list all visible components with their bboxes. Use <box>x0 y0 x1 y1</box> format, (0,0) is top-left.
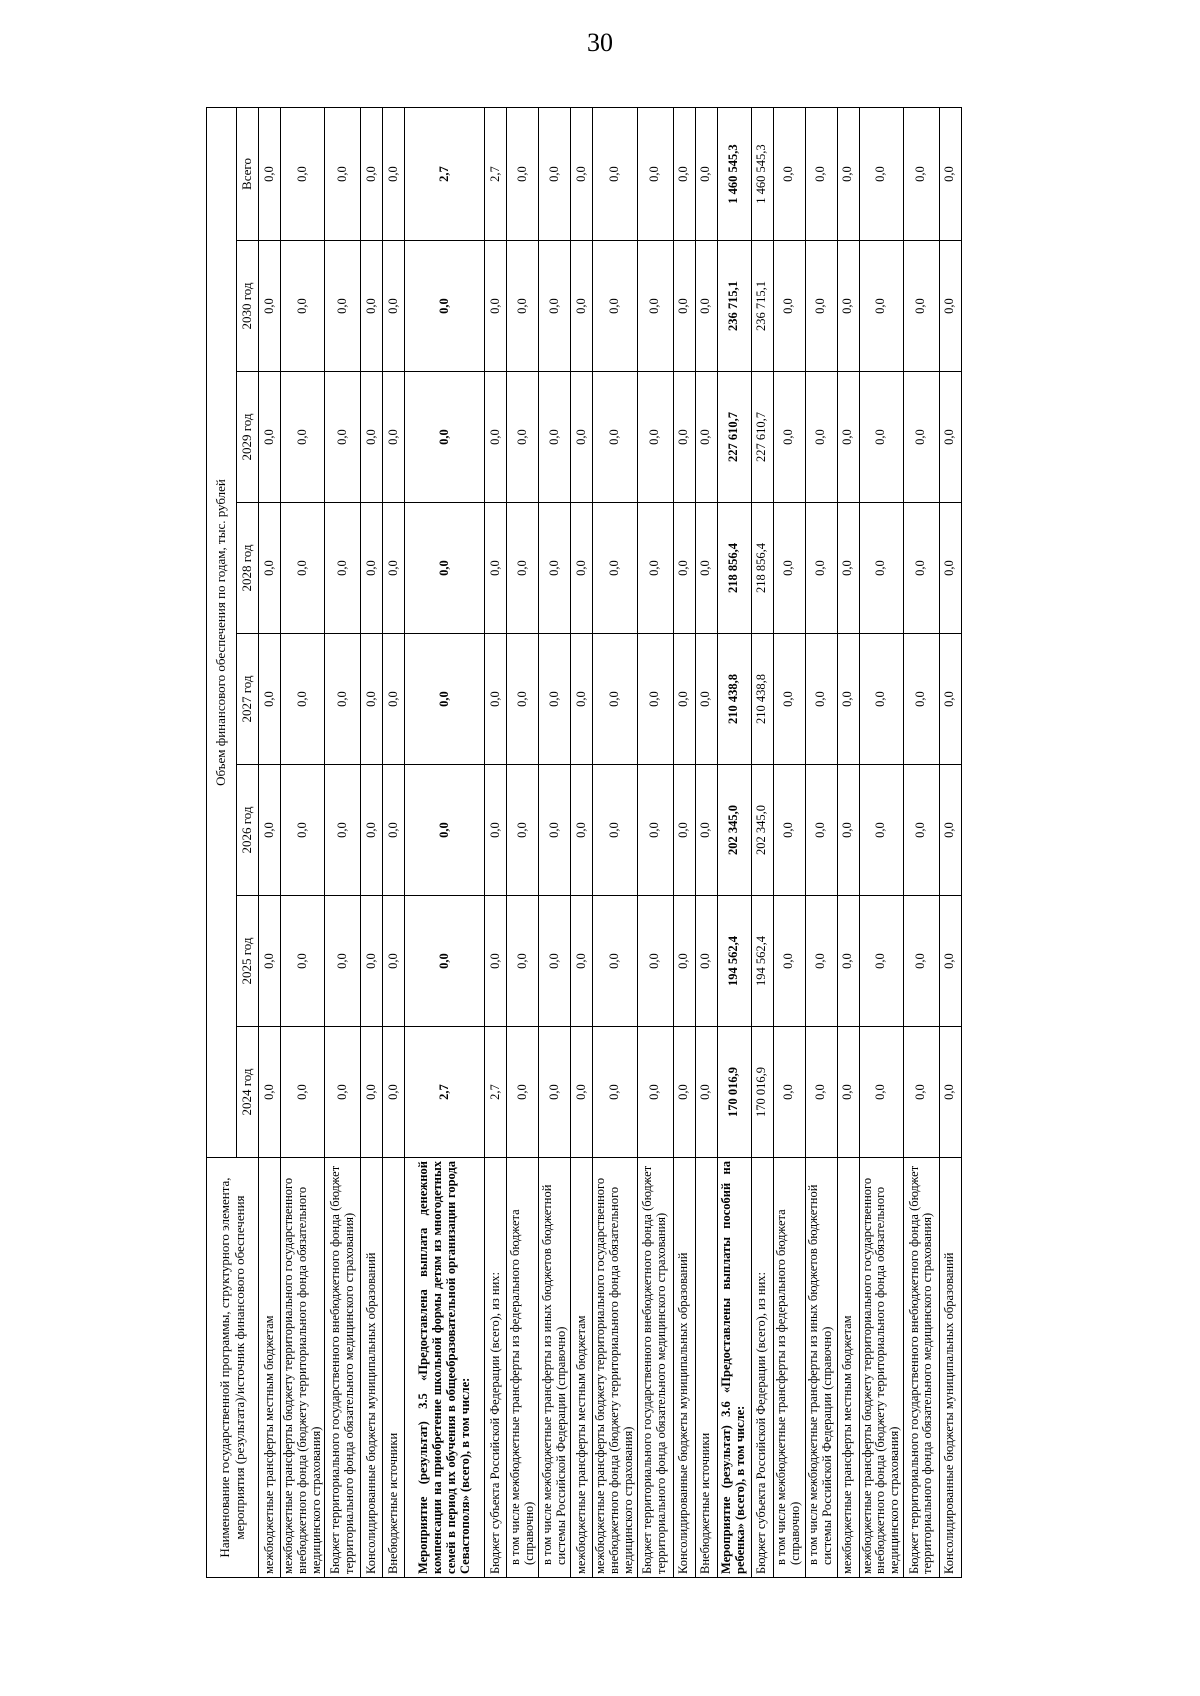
row-total: 0,0 <box>325 107 361 240</box>
header-total: Всего <box>237 107 259 240</box>
row-value: 0,0 <box>673 503 695 634</box>
row-value: 194 562,4 <box>751 896 773 1027</box>
table-row <box>325 107 361 1577</box>
row-value: 0,0 <box>259 765 281 896</box>
row-value: 210 438,8 <box>717 634 751 765</box>
row-value: 0,0 <box>383 765 405 896</box>
table-row <box>259 107 281 1577</box>
row-value: 0,0 <box>383 896 405 1027</box>
row-value: 0,0 <box>325 896 361 1027</box>
row-value: 0,0 <box>259 241 281 372</box>
row-value: 0,0 <box>539 634 571 765</box>
row-name: в том числе межбюджетные трансферты из федерального бюджета (справочно) <box>507 1158 539 1578</box>
row-value: 227 610,7 <box>717 372 751 503</box>
row-value: 0,0 <box>507 1027 539 1158</box>
row-value: 0,0 <box>405 241 485 372</box>
table-row <box>281 107 325 1577</box>
row-value: 0,0 <box>361 634 383 765</box>
rotated-table-wrapper <box>206 108 957 1578</box>
table-row <box>673 107 695 1577</box>
row-total: 0,0 <box>361 107 383 240</box>
row-name: в том числе межбюджетные трансферты из иных бюджетов бюджетной системы Российской Федерации (справочно) <box>805 1158 837 1578</box>
row-value: 0,0 <box>485 896 507 1027</box>
row-value: 0,0 <box>539 241 571 372</box>
row-name: Внебюджетные источники <box>695 1158 717 1578</box>
row-value: 218 856,4 <box>751 503 773 634</box>
row-name: Бюджет субъекта Российской Федерации (всего), из них: <box>485 1158 507 1578</box>
row-value: 0,0 <box>695 1027 717 1158</box>
table-row <box>805 107 837 1577</box>
row-total: 0,0 <box>281 107 325 240</box>
row-name: в том числе межбюджетные трансферты из иных бюджетов бюджетной системы Российской Федерации (справочно) <box>539 1158 571 1578</box>
row-value: 0,0 <box>939 634 961 765</box>
row-value: 0,0 <box>939 241 961 372</box>
row-value: 0,0 <box>903 503 939 634</box>
row-total: 2,7 <box>485 107 507 240</box>
row-value: 236 715,1 <box>751 241 773 372</box>
row-total: 0,0 <box>259 107 281 240</box>
row-value: 0,0 <box>281 1027 325 1158</box>
row-value: 0,0 <box>903 896 939 1027</box>
row-value: 0,0 <box>695 241 717 372</box>
table-row <box>717 107 751 1577</box>
row-value: 0,0 <box>281 503 325 634</box>
row-value: 0,0 <box>507 372 539 503</box>
header-year: 2025 год <box>237 896 259 1027</box>
row-value: 0,0 <box>805 241 837 372</box>
row-value: 0,0 <box>859 241 903 372</box>
row-value: 0,0 <box>903 241 939 372</box>
header-year: 2024 год <box>237 1027 259 1158</box>
row-name: межбюджетные трансферты местным бюджетам <box>259 1158 281 1578</box>
row-value: 236 715,1 <box>717 241 751 372</box>
row-value: 0,0 <box>361 765 383 896</box>
row-value: 0,0 <box>281 765 325 896</box>
row-value: 0,0 <box>673 765 695 896</box>
row-value: 0,0 <box>259 372 281 503</box>
row-value: 0,0 <box>281 896 325 1027</box>
row-value: 0,0 <box>805 896 837 1027</box>
header-year: 2029 год <box>237 372 259 503</box>
row-value: 0,0 <box>485 372 507 503</box>
header-year: 2026 год <box>237 765 259 896</box>
row-value: 0,0 <box>673 634 695 765</box>
row-value: 0,0 <box>539 503 571 634</box>
row-value: 0,0 <box>259 634 281 765</box>
row-value: 0,0 <box>773 241 805 372</box>
row-name: межбюджетные трансферты бюджету территориального государственного внебюджетного фонда (бюджету территориального фонда обязательного медицинского страхования) <box>859 1158 903 1578</box>
row-value: 0,0 <box>903 634 939 765</box>
row-value: 0,0 <box>939 1027 961 1158</box>
row-value: 0,0 <box>571 503 593 634</box>
row-total: 0,0 <box>837 107 859 240</box>
row-value: 0,0 <box>485 241 507 372</box>
row-value: 0,0 <box>405 372 485 503</box>
row-value: 0,0 <box>539 1027 571 1158</box>
row-total: 0,0 <box>773 107 805 240</box>
row-value: 0,0 <box>361 372 383 503</box>
row-value: 0,0 <box>837 765 859 896</box>
row-value: 0,0 <box>695 765 717 896</box>
row-value: 0,0 <box>539 896 571 1027</box>
row-value: 0,0 <box>637 896 673 1027</box>
row-name: Бюджет субъекта Российской Федерации (всего), из них: <box>751 1158 773 1578</box>
header-name-column: Наименование государственной программы, структурного элемента, мероприятия (результата)/источник финансового обеспечения <box>207 1158 259 1578</box>
row-value: 2,7 <box>485 1027 507 1158</box>
row-value: 0,0 <box>805 503 837 634</box>
table-row <box>507 107 539 1577</box>
row-value: 0,0 <box>593 1027 637 1158</box>
row-name: Внебюджетные источники <box>383 1158 405 1578</box>
row-name: Консолидированные бюджеты муниципальных образований <box>673 1158 695 1578</box>
row-total: 0,0 <box>673 107 695 240</box>
table-row <box>593 107 637 1577</box>
table-row <box>695 107 717 1577</box>
row-value: 0,0 <box>939 503 961 634</box>
row-total: 0,0 <box>507 107 539 240</box>
row-value: 0,0 <box>773 765 805 896</box>
row-value: 0,0 <box>859 372 903 503</box>
row-value: 0,0 <box>859 896 903 1027</box>
row-total: 0,0 <box>805 107 837 240</box>
row-value: 0,0 <box>593 503 637 634</box>
row-value: 0,0 <box>837 241 859 372</box>
row-value: 0,0 <box>695 372 717 503</box>
row-value: 0,0 <box>673 372 695 503</box>
header-year: 2030 год <box>237 241 259 372</box>
header-group: Объем финансового обеспечения по годам, тыс. рублей <box>207 107 237 1157</box>
row-total: 0,0 <box>859 107 903 240</box>
row-value: 0,0 <box>485 634 507 765</box>
row-name: Мероприятие (результат) 3.6 «Предоставлены выплаты пособий на ребенка» (всего), в том числе: <box>717 1158 751 1578</box>
row-value: 0,0 <box>673 241 695 372</box>
row-value: 0,0 <box>507 896 539 1027</box>
row-value: 0,0 <box>837 503 859 634</box>
row-value: 0,0 <box>837 896 859 1027</box>
row-value: 0,0 <box>805 372 837 503</box>
row-value: 0,0 <box>571 241 593 372</box>
row-value: 0,0 <box>383 372 405 503</box>
row-value: 0,0 <box>507 241 539 372</box>
row-name: межбюджетные трансферты бюджету территориального государственного внебюджетного фонда (бюджету территориального фонда обязательного медицинского страхования) <box>281 1158 325 1578</box>
row-total: 0,0 <box>637 107 673 240</box>
row-value: 0,0 <box>859 765 903 896</box>
row-value: 227 610,7 <box>751 372 773 503</box>
row-value: 0,0 <box>593 896 637 1027</box>
row-value: 210 438,8 <box>751 634 773 765</box>
row-value: 0,0 <box>507 634 539 765</box>
row-value: 0,0 <box>837 372 859 503</box>
row-value: 0,0 <box>673 1027 695 1158</box>
row-value: 0,0 <box>383 241 405 372</box>
row-total: 0,0 <box>939 107 961 240</box>
table-row <box>751 107 773 1577</box>
row-value: 202 345,0 <box>717 765 751 896</box>
row-value: 0,0 <box>325 765 361 896</box>
row-value: 0,0 <box>593 372 637 503</box>
row-total: 2,7 <box>405 107 485 240</box>
row-value: 0,0 <box>405 503 485 634</box>
row-value: 0,0 <box>673 896 695 1027</box>
row-value: 0,0 <box>259 503 281 634</box>
row-value: 2,7 <box>405 1027 485 1158</box>
row-value: 0,0 <box>485 765 507 896</box>
row-value: 218 856,4 <box>717 503 751 634</box>
row-total: 1 460 545,3 <box>751 107 773 240</box>
row-value: 0,0 <box>405 896 485 1027</box>
row-value: 0,0 <box>939 896 961 1027</box>
row-value: 0,0 <box>637 634 673 765</box>
row-value: 0,0 <box>593 241 637 372</box>
table-row <box>571 107 593 1577</box>
row-name: Консолидированные бюджеты муниципальных образований <box>939 1158 961 1578</box>
row-value: 0,0 <box>939 372 961 503</box>
row-value: 0,0 <box>773 634 805 765</box>
row-value: 0,0 <box>259 896 281 1027</box>
row-value: 0,0 <box>383 503 405 634</box>
row-value: 0,0 <box>859 1027 903 1158</box>
row-value: 0,0 <box>325 1027 361 1158</box>
row-value: 0,0 <box>539 372 571 503</box>
row-value: 0,0 <box>361 896 383 1027</box>
row-value: 0,0 <box>695 503 717 634</box>
row-value: 0,0 <box>637 503 673 634</box>
row-value: 0,0 <box>773 1027 805 1158</box>
row-value: 0,0 <box>637 241 673 372</box>
row-value: 0,0 <box>259 1027 281 1158</box>
row-total: 0,0 <box>695 107 717 240</box>
row-total: 1 460 545,3 <box>717 107 751 240</box>
row-value: 0,0 <box>571 765 593 896</box>
row-name: межбюджетные трансферты местным бюджетам <box>837 1158 859 1578</box>
row-name: межбюджетные трансферты бюджету территориального государственного внебюджетного фонда (бюджету территориального фонда обязательного медицинского страхования) <box>593 1158 637 1578</box>
row-value: 202 345,0 <box>751 765 773 896</box>
row-value: 0,0 <box>281 634 325 765</box>
row-name: в том числе межбюджетные трансферты из федерального бюджета (справочно) <box>773 1158 805 1578</box>
row-value: 0,0 <box>383 1027 405 1158</box>
table-row <box>405 107 485 1577</box>
header-year: 2027 год <box>237 634 259 765</box>
row-value: 0,0 <box>539 765 571 896</box>
row-value: 170 016,9 <box>717 1027 751 1158</box>
row-value: 0,0 <box>405 634 485 765</box>
table-row <box>837 107 859 1577</box>
row-value: 170 016,9 <box>751 1027 773 1158</box>
row-value: 0,0 <box>695 634 717 765</box>
row-name: Бюджет территориального государственного внебюджетного фонда (бюджет территориального фонда обязательного медицинского страхования) <box>903 1158 939 1578</box>
row-value: 0,0 <box>325 634 361 765</box>
row-value: 0,0 <box>637 1027 673 1158</box>
row-value: 0,0 <box>773 503 805 634</box>
row-total: 0,0 <box>383 107 405 240</box>
row-total: 0,0 <box>903 107 939 240</box>
row-value: 0,0 <box>361 241 383 372</box>
table-row <box>539 107 571 1577</box>
page-number: 30 <box>587 28 613 57</box>
row-value: 0,0 <box>837 1027 859 1158</box>
row-name: Бюджет территориального государственного внебюджетного фонда (бюджет территориального фонда обязательного медицинского страхования) <box>637 1158 673 1578</box>
row-value: 0,0 <box>571 1027 593 1158</box>
table-row <box>383 107 405 1577</box>
row-name: межбюджетные трансферты местным бюджетам <box>571 1158 593 1578</box>
table-row <box>859 107 903 1577</box>
row-value: 0,0 <box>773 896 805 1027</box>
table-body <box>259 107 962 1577</box>
row-value: 194 562,4 <box>717 896 751 1027</box>
row-value: 0,0 <box>637 372 673 503</box>
row-value: 0,0 <box>773 372 805 503</box>
row-value: 0,0 <box>805 634 837 765</box>
row-total: 0,0 <box>539 107 571 240</box>
row-value: 0,0 <box>361 503 383 634</box>
row-value: 0,0 <box>571 896 593 1027</box>
header-year: 2028 год <box>237 503 259 634</box>
row-value: 0,0 <box>361 1027 383 1158</box>
row-value: 0,0 <box>805 765 837 896</box>
row-value: 0,0 <box>903 1027 939 1158</box>
row-value: 0,0 <box>695 896 717 1027</box>
row-name: Мероприятие (результат) 3.5 «Предоставлена выплата денежной компенсации на приобретение школьной формы детям из многодетных семей в период их обучения в общеобразовательной организации города Севастополя» (всего), в том числе: <box>405 1158 485 1578</box>
table-row <box>903 107 939 1577</box>
row-value: 0,0 <box>837 634 859 765</box>
row-name: Бюджет территориального государственного внебюджетного фонда (бюджет территориального фонда обязательного медицинского страхования) <box>325 1158 361 1578</box>
row-value: 0,0 <box>805 1027 837 1158</box>
table-row <box>485 107 507 1577</box>
row-value: 0,0 <box>859 634 903 765</box>
row-value: 0,0 <box>571 634 593 765</box>
row-value: 0,0 <box>281 241 325 372</box>
row-total: 0,0 <box>593 107 637 240</box>
table-row <box>773 107 805 1577</box>
row-value: 0,0 <box>903 765 939 896</box>
row-value: 0,0 <box>485 503 507 634</box>
row-value: 0,0 <box>593 634 637 765</box>
row-value: 0,0 <box>405 765 485 896</box>
row-value: 0,0 <box>325 503 361 634</box>
row-value: 0,0 <box>325 372 361 503</box>
row-value: 0,0 <box>637 765 673 896</box>
row-value: 0,0 <box>903 372 939 503</box>
table-row <box>361 107 383 1577</box>
row-value: 0,0 <box>325 241 361 372</box>
row-value: 0,0 <box>939 765 961 896</box>
row-value: 0,0 <box>571 372 593 503</box>
row-value: 0,0 <box>383 634 405 765</box>
row-value: 0,0 <box>859 503 903 634</box>
table-row <box>637 107 673 1577</box>
financing-table <box>206 107 962 1578</box>
row-value: 0,0 <box>507 503 539 634</box>
row-name: Консолидированные бюджеты муниципальных образований <box>361 1158 383 1578</box>
row-total: 0,0 <box>571 107 593 240</box>
row-value: 0,0 <box>281 372 325 503</box>
row-value: 0,0 <box>593 765 637 896</box>
row-value: 0,0 <box>507 765 539 896</box>
table-row <box>939 107 961 1577</box>
